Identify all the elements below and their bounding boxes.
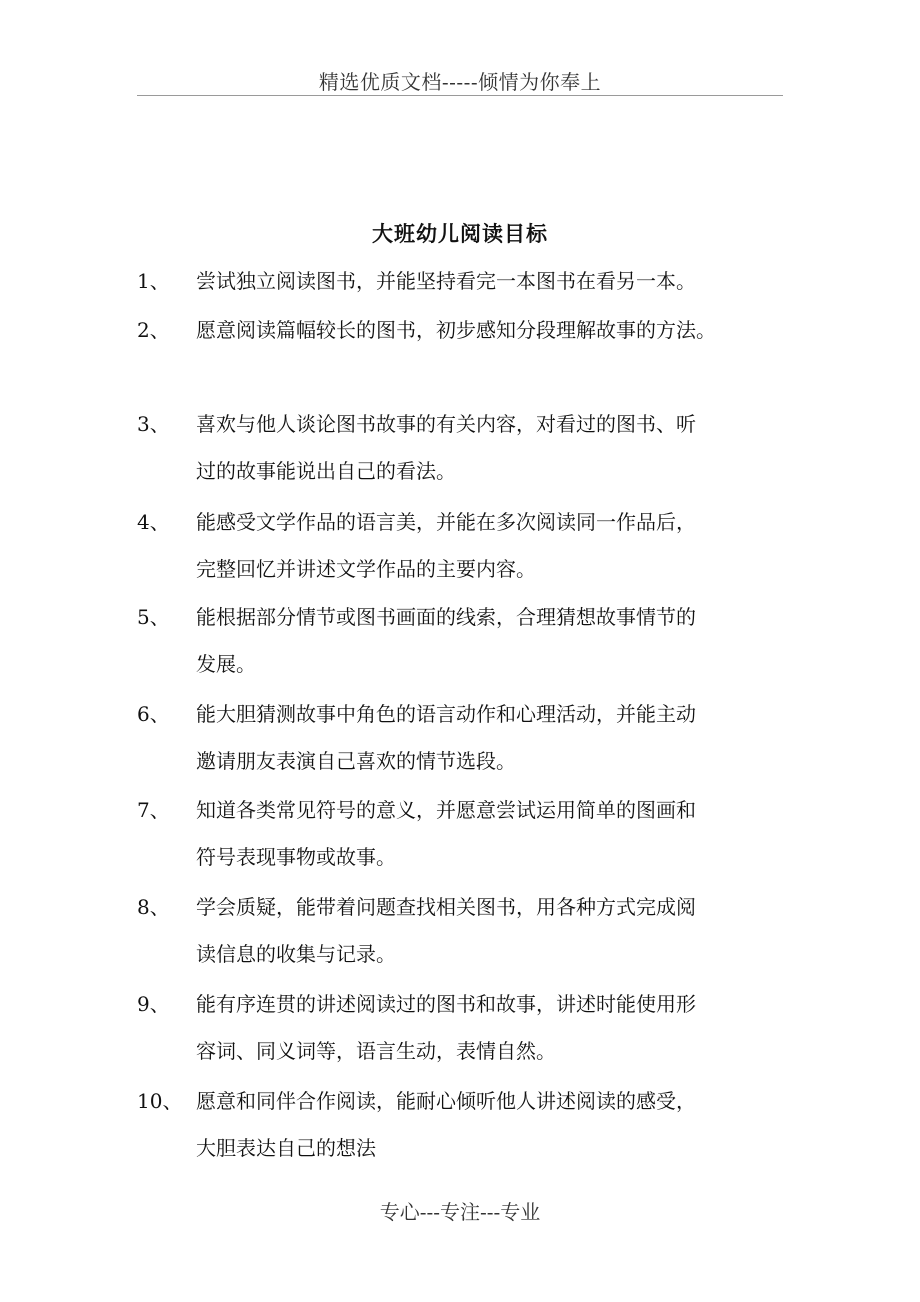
item-number: 3、 xyxy=(137,412,170,436)
item-line: 邀请朋友表演自己喜欢的情节选段。 xyxy=(196,749,516,773)
item-line: 完整回忆并讲述文学作品的主要内容。 xyxy=(196,557,536,581)
item-number: 9、 xyxy=(137,992,170,1016)
item-text xyxy=(196,1088,796,1161)
item-text xyxy=(196,268,796,294)
item-line: 读信息的收集与记录。 xyxy=(196,942,396,966)
header-divider xyxy=(137,95,783,96)
item-line: 能有序连贯的讲述阅读过的图书和故事，讲述时能使用形 xyxy=(196,992,696,1016)
item-text xyxy=(196,797,796,870)
item-line: 能大胆猜测故事中角色的语言动作和心理活动，并能主动 xyxy=(196,702,696,726)
item-line: 符号表现事物或故事。 xyxy=(196,845,396,869)
item-line: 发展。 xyxy=(196,652,256,676)
item-line: 愿意和同伴合作阅读，能耐心倾听他人讲述阅读的感受， xyxy=(196,1089,696,1113)
item-line: 大胆表达自己的想法 xyxy=(196,1136,376,1160)
item-number: 5、 xyxy=(137,605,170,629)
item-line: 能根据部分情节或图书画面的线索，合理猜想故事情节的 xyxy=(196,605,696,629)
item-text xyxy=(196,317,796,343)
item-text xyxy=(196,894,796,967)
item-line: 学会质疑，能带着问题查找相关图书，用各种方式完成阅 xyxy=(196,895,696,919)
item-line: 知道各类常见符号的意义，并愿意尝试运用简单的图画和 xyxy=(196,798,696,822)
item-line: 愿意阅读篇幅较长的图书，初步感知分段理解故事的方法。 xyxy=(196,318,716,342)
item-line: 喜欢与他人谈论图书故事的有关内容，对看过的图书、听 xyxy=(196,412,696,436)
item-text xyxy=(196,604,796,677)
item-text xyxy=(196,991,796,1064)
item-number: 2、 xyxy=(137,318,170,342)
item-number: 6、 xyxy=(137,702,170,726)
item-number: 1、 xyxy=(137,269,170,293)
item-text xyxy=(196,411,796,484)
item-number: 8、 xyxy=(137,895,170,919)
item-number: 7、 xyxy=(137,798,170,822)
item-number: 10、 xyxy=(137,1089,183,1113)
item-text xyxy=(196,701,796,774)
page-footer: 专心---专注---专业 xyxy=(379,1200,541,1224)
item-line: 能感受文学作品的语言美，并能在多次阅读同一作品后， xyxy=(196,510,696,534)
item-line: 容词、同义词等，语言生动，表情自然。 xyxy=(196,1039,556,1063)
item-text xyxy=(196,509,796,582)
page-header: 精选优质文档-----倾情为你奉上 xyxy=(318,70,602,94)
item-number: 4、 xyxy=(137,510,170,534)
document-title: 大班幼儿阅读目标 xyxy=(372,221,548,246)
item-line: 尝试独立阅读图书，并能坚持看完一本图书在看另一本。 xyxy=(196,269,696,293)
item-line: 过的故事能说出自己的看法。 xyxy=(196,459,456,483)
